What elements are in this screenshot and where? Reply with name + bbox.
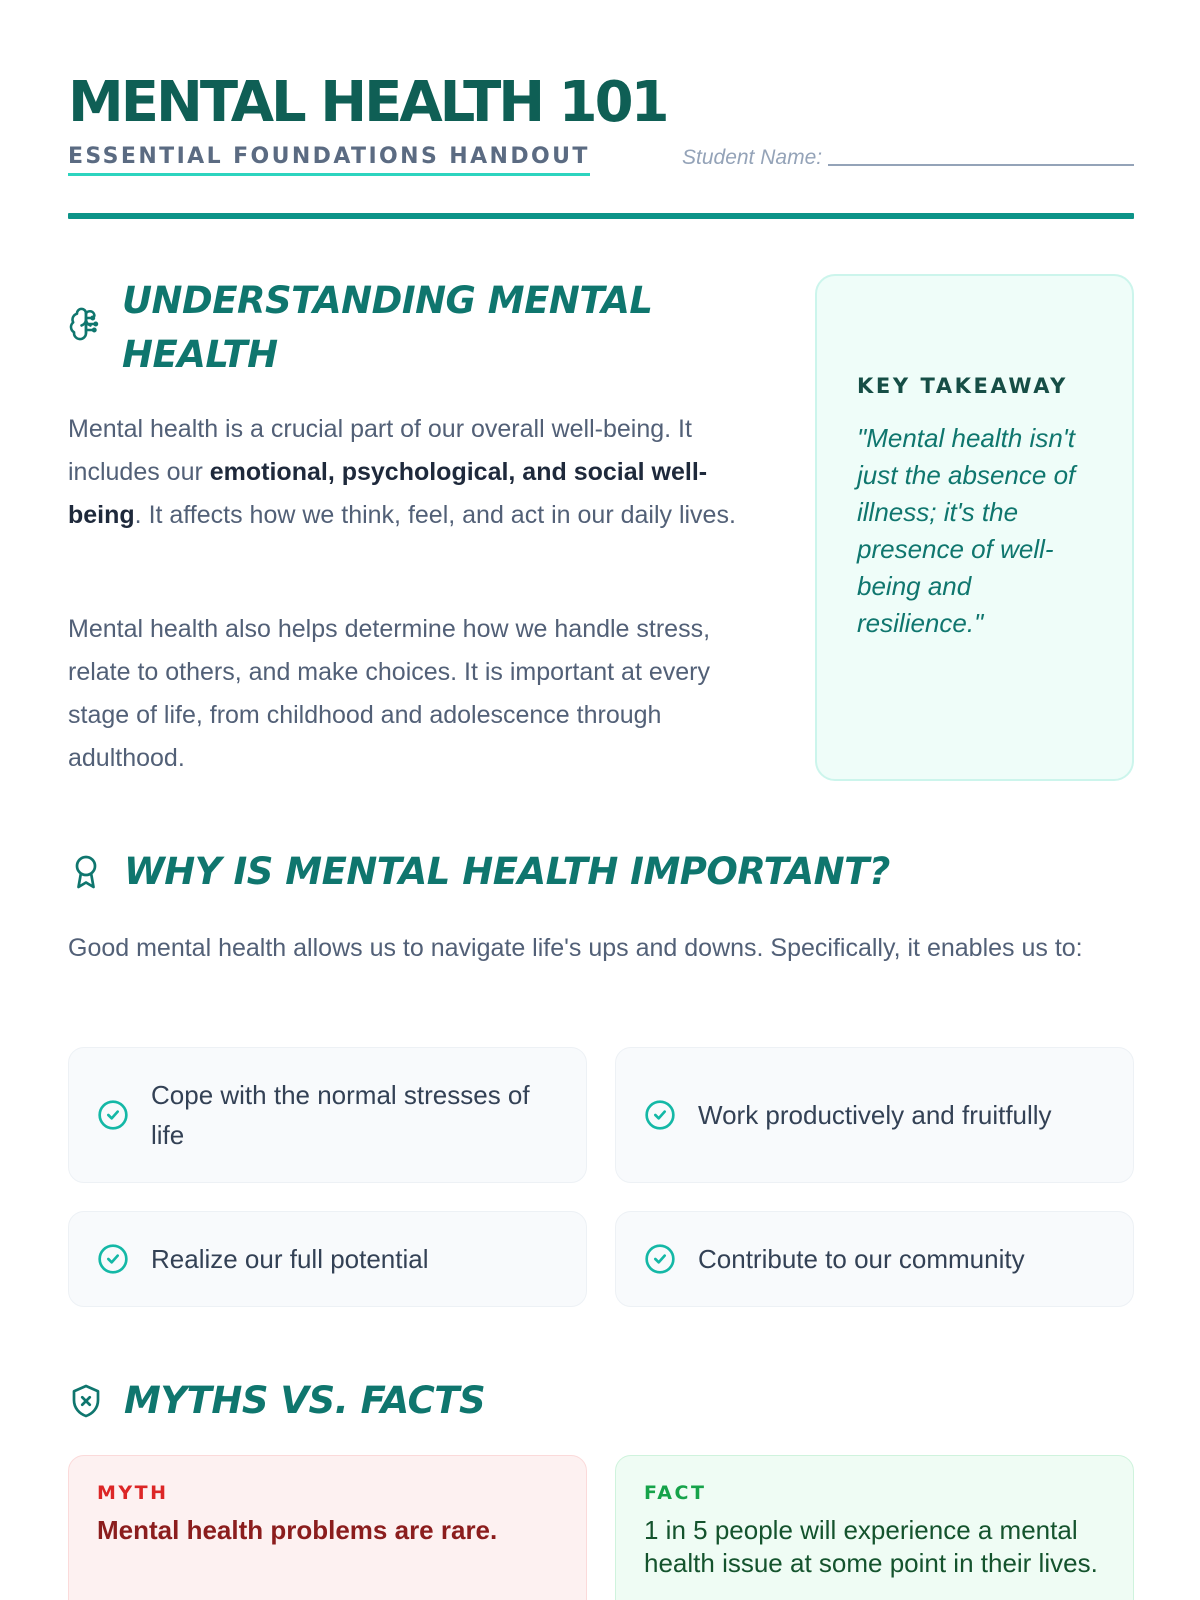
myth-text: Mental health problems are rare.: [97, 1515, 498, 1545]
benefit-text: Realize our full potential: [151, 1244, 429, 1274]
page-subtitle: ESSENTIAL FOUNDATIONS HANDOUT: [68, 143, 590, 176]
paragraph-emphasis: emotional, psychological, and social well-being: [68, 458, 708, 529]
check-circle-icon: [97, 1243, 129, 1275]
student-name-line: [828, 164, 1134, 166]
key-takeaway-label: KEY TAKEAWAY: [857, 374, 1068, 398]
benefit-text: Cope with the normal stresses of life: [151, 1080, 530, 1150]
award-icon: [68, 854, 104, 890]
section-myths-heading: [68, 1374, 1134, 1428]
section-title: MYTHS VS. FACTS: [124, 1379, 486, 1422]
handout-page: [68, 0, 1134, 1600]
section-importance-heading: [68, 845, 1134, 899]
check-circle-icon: [644, 1243, 676, 1275]
myth-label: MYTH: [97, 1482, 169, 1504]
section-understanding-heading: [68, 274, 768, 382]
importance-intro: Good mental health allows us to navigate life's ups and downs. Specifically, it enables us to:: [68, 934, 1083, 962]
paragraph-text: Mental health is a crucial part of our overall well-being. It includes our: [68, 415, 692, 486]
benefit-text: Contribute to our community: [698, 1244, 1025, 1274]
key-takeaway-box: [815, 274, 1134, 781]
fact-card: [615, 1455, 1134, 1600]
understanding-paragraph-2: Mental health also helps determine how we handle stress, relate to others, and make choices. It is important at every stage of life, from childhood and adolescence through adulthood.: [68, 615, 711, 772]
benefit-text: Work productively and fruitfully: [698, 1100, 1052, 1130]
understanding-paragraph-1: [68, 408, 778, 537]
fact-text: 1 in 5 people will experience a mental health issue at some point in their lives.: [644, 1515, 1098, 1578]
shield-x-icon: [68, 1383, 104, 1419]
header-divider: [68, 213, 1134, 219]
student-name-label: Student Name:: [682, 146, 823, 169]
page-title: MENTAL HEALTH 101: [68, 70, 667, 135]
myth-card: [68, 1455, 587, 1600]
key-takeaway-quote: "Mental health isn't just the absence of illness; it's the presence of well-being and resilience.": [857, 423, 1076, 638]
check-circle-icon: [97, 1099, 129, 1131]
student-name-field[interactable]: [682, 142, 1134, 170]
benefit-item: [68, 1047, 587, 1183]
paragraph-text: . It affects how we think, feel, and act in our daily lives.: [134, 501, 736, 529]
benefit-item: [615, 1211, 1134, 1307]
fact-label: FACT: [644, 1482, 707, 1504]
section-title: WHY IS MENTAL HEALTH IMPORTANT?: [124, 850, 890, 893]
check-circle-icon: [644, 1099, 676, 1131]
section-title: UNDERSTANDING MENTAL HEALTH: [122, 279, 653, 376]
benefit-item: [615, 1047, 1134, 1183]
benefit-item: [68, 1211, 587, 1307]
brain-icon: [68, 306, 104, 342]
